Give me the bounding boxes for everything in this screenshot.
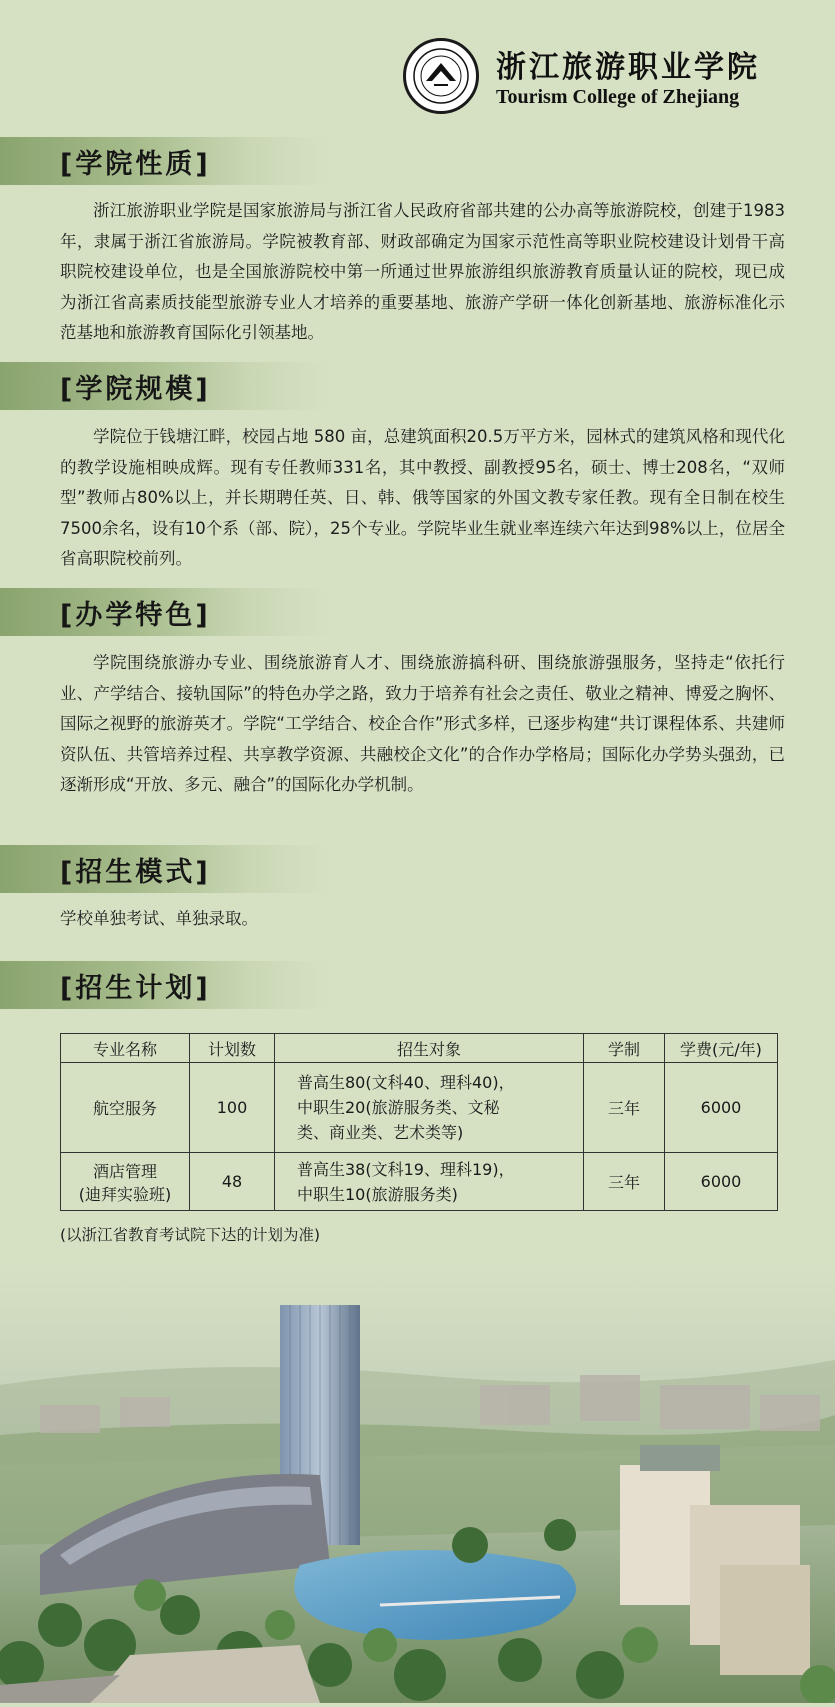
section-heading-admission-mode bbox=[0, 845, 330, 893]
column-header-target: 招生对象 bbox=[275, 1034, 584, 1063]
target-line: 普高生38(文科19、理科19)， bbox=[297, 1159, 515, 1179]
campus-aerial-illustration bbox=[0, 1265, 835, 1703]
cell-major bbox=[61, 1153, 190, 1211]
section-title: [招生计划] bbox=[60, 973, 211, 1004]
cell-major bbox=[61, 1063, 190, 1153]
column-header-duration: 学制 bbox=[584, 1034, 665, 1063]
cell-duration: 三年 bbox=[584, 1153, 665, 1211]
cell-duration: 三年 bbox=[584, 1063, 665, 1153]
plan-footnote: (以浙江省教育考试院下达的计划为准) bbox=[60, 1226, 321, 1244]
section-title: [招生模式] bbox=[60, 857, 211, 888]
column-header-fee: 学费(元/年) bbox=[665, 1034, 778, 1063]
college-name-cn: 浙江旅游职业学院 bbox=[496, 50, 760, 85]
section-title: [学院性质] bbox=[60, 149, 211, 180]
college-name-en: Tourism College of Zhejiang bbox=[496, 86, 740, 108]
major-subtitle: (迪拜实验班) bbox=[78, 1184, 172, 1204]
cell-quota: 100 bbox=[190, 1063, 275, 1153]
target-line: 普高生80(文科40、理科40)， bbox=[297, 1073, 515, 1092]
features-paragraph: 学院围绕旅游办专业、围绕旅游育人才、围绕旅游搞科研、围绕旅游强服务，坚持走“依托行业、产学结合、接轨国际”的特色办学之路，致力于培养有社会之责任、敬业之精神、博爱之胸怀、国际之视野的旅游英才。学院“工学结合、校企合作”形式多样，已逐步构建“共订课程体系、共建师资队伍、共管培养过程、共享教学资源、共融校企文化”的合作办学格局；国际化办学势头强劲，已逐渐形成“开放、多元、融合”的国际化办学机制。 bbox=[60, 653, 785, 794]
column-header-quota: 计划数 bbox=[190, 1034, 275, 1063]
section-heading-admission-plan bbox=[0, 961, 330, 1009]
table-header-row bbox=[61, 1034, 778, 1063]
scale-paragraph: 学院位于钱塘江畔，校园占地 580 亩，总建筑面积20.5万平方米，园林式的建筑风格和现代化的教学设施相映成辉。现有专任教师331名，其中教授、副教授95名，硕士、博士208名，“双师型”教师占80%以上，并长期聘任英、日、韩、俄等国家的外国文教专家任教。现有全日制在校生7500余名，设有10个系（部、院），25个专业。学院毕业生就业率连续六年达到98%以上，位居全省高职院校前列。 bbox=[60, 427, 785, 568]
table-row bbox=[61, 1063, 778, 1153]
target-line: 中职生20(旅游服务类、文秘 bbox=[297, 1098, 500, 1117]
column-header-major: 专业名称 bbox=[61, 1034, 190, 1063]
cell-fee: 6000 bbox=[665, 1063, 778, 1153]
cell-target bbox=[275, 1063, 584, 1153]
cell-target bbox=[275, 1153, 584, 1211]
major-name: 航空服务 bbox=[92, 1099, 157, 1118]
target-line: 类、商业类、艺术类等) bbox=[297, 1123, 464, 1142]
admission-plan-table bbox=[60, 1033, 778, 1211]
college-seal-logo bbox=[403, 38, 479, 114]
college-header bbox=[400, 38, 800, 118]
target-line: 中职生10(旅游服务类) bbox=[297, 1184, 458, 1204]
section-title: [办学特色] bbox=[60, 600, 211, 631]
section-heading-scale bbox=[0, 362, 330, 410]
section-heading-features bbox=[0, 588, 330, 636]
cell-quota: 48 bbox=[190, 1153, 275, 1211]
section-heading-nature bbox=[0, 137, 330, 185]
cell-fee: 6000 bbox=[665, 1153, 778, 1211]
nature-paragraph: 浙江旅游职业学院是国家旅游局与浙江省人民政府省部共建的公办高等旅游院校，创建于1983年，隶属于浙江省旅游局。学院被教育部、财政部确定为国家示范性高等职业院校建设计划骨干高职院校建设单位，也是全国旅游院校中第一所通过世界旅游组织旅游教育质量认证的院校，现已成为浙江省高素质技能型旅游专业人才培养的重要基地、旅游产学研一体化创新基地、旅游标准化示范基地和旅游教育国际化引领基地。 bbox=[60, 201, 785, 342]
section-title: [学院规模] bbox=[60, 374, 211, 405]
admission-mode-text: 学校单独考试、单独录取。 bbox=[60, 909, 258, 928]
major-name: 酒店管理 bbox=[92, 1161, 157, 1181]
table-row bbox=[61, 1153, 778, 1211]
